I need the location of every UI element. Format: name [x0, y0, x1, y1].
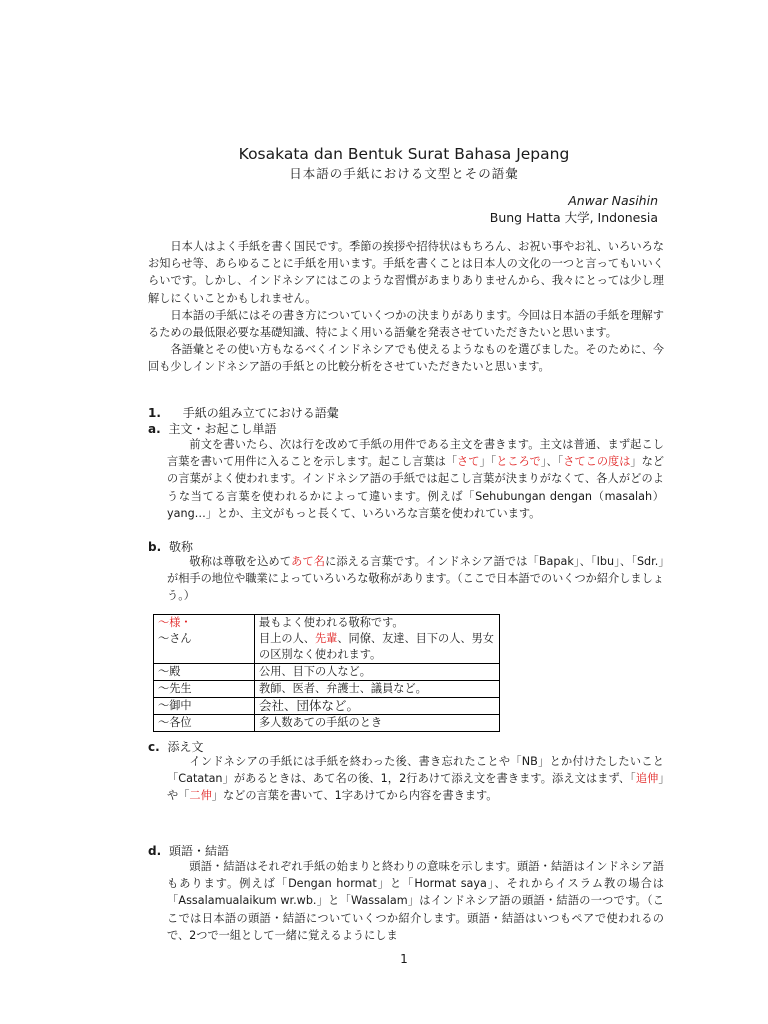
author-name: Anwar Nasihin: [568, 193, 658, 208]
table-row: [154, 715, 500, 732]
table-row: [154, 698, 500, 715]
section-letter: c.: [148, 740, 160, 754]
honorifics-table: [153, 614, 500, 732]
table-row: [154, 681, 500, 698]
intro-section: [148, 238, 664, 376]
highlight-word: さて: [457, 455, 480, 469]
text-run: に添える言葉です。インドネシア語では「Bapak」、「Ibu」、「Sdr.」が相手の地位や職業によっていろいろな敬称があります。（ここで日本語でのいくつか紹介しましょう。）: [167, 555, 664, 603]
section-title: 頭語・結語: [168, 844, 229, 858]
text-run: 」などの言葉がよく使われます。インドネシア語の手紙では起こし言葉が決まりがなくて、各人がどのような当てる言葉を使われるかによって違います。例えば「Sehubungan dengan（masalah）yang…」とか、主文がもっと長くて、いろいろな言葉を使われています。: [167, 455, 664, 520]
text-run: 」などの言葉を書いて、1字あけてから内容を書きます。: [211, 789, 498, 803]
highlight-word: 二伸: [189, 789, 212, 803]
table-row: [154, 615, 500, 664]
table-cell-description: 多人数あての手紙のとき: [255, 715, 500, 732]
section-d-body: [167, 858, 664, 944]
table-cell-term: 〜御中: [154, 698, 255, 715]
intro-paragraph-2: 日本語の手紙にはその書き方についていくつかの決まりがあります。今回は日本語の手紙を理解するための最低限必要な基礎知識、特によく用いる語彙を発表させていただきたいと思います。: [148, 308, 664, 340]
table-cell-description: 教師、医者、弁護士、議員など。: [255, 681, 500, 698]
document-title: Kosakata dan Bentuk Surat Bahasa Jepang: [238, 145, 570, 163]
section-1-heading: [148, 404, 339, 421]
text-run: インドネシアの手紙には手紙を終わった後、書き忘れたことや「NB」とか付けたしたいこと「Catatan」があるときは、あて名の後、1，2行あけて添え文を書きます。添え文はまず、「: [167, 755, 664, 786]
section-b-body: [167, 553, 664, 605]
section-title: 敬称: [168, 540, 193, 554]
page-number: 1: [400, 952, 408, 966]
table-cell-description: 公用、目下の人など。: [255, 664, 500, 681]
section-title: 手紙の組み立てにおける語彙: [182, 406, 339, 420]
text-run: 」や「: [167, 772, 664, 803]
section-c-paragraph: [167, 753, 664, 805]
text-run: 」、「: [540, 455, 564, 469]
section-title: 主文・お起こし単語: [168, 422, 277, 436]
section-letter: a.: [148, 422, 161, 436]
highlight-word: 追伸: [635, 772, 659, 786]
text-run: 」「: [479, 455, 497, 469]
table-row: [154, 664, 500, 681]
section-d-heading: [148, 842, 229, 859]
highlight-word: 先輩: [314, 632, 338, 645]
section-number: 1.: [148, 406, 161, 420]
document-subtitle: 日本語の手紙における文型とその語彙: [289, 166, 519, 181]
text-run: 敬称は尊敬を込めて: [189, 555, 292, 568]
section-a-heading: [148, 420, 277, 437]
text-run: 、同僚、友達、目下の人、男女の区別なく使われます。: [259, 632, 494, 661]
table-cell-description: [255, 615, 500, 664]
term-text: 〜さん: [158, 632, 192, 645]
intro-paragraph-1: 日本人はよく手紙を書く国民です。季節の挨拶や招待状はもちろん、お祝い事やお礼、いろいろなお知らせ等、あらゆることに手紙を用います。手紙を書くことは日本人の文化の一つと言ってもいいくらいです。しかし、インドネシアにはこのような習慣があまりありませんから、我々にとっては少し理解しにくいことかもしれません。: [148, 240, 664, 305]
section-b-paragraph: [167, 553, 664, 605]
section-c-body: [167, 753, 664, 805]
table-cell-term: 〜殿: [154, 664, 255, 681]
highlight-word: あて名: [291, 555, 326, 568]
section-d-paragraph: 頭語・結語はそれぞれ手紙の始まりと終わりの意味を示します。頭語・結語はインドネシア語もあります。例えば「Dengan hormat」と「Hormat saya」、それからイスラム教の場合は「Assalamualaikum wr.wb.」と「Wassalam」はインドネシア語の頭語・結語の一つです。（ここでは日本語の頭語・結語についていくつか紹介します。頭語・結語はいつもペアで使われるので、2つで一組として一緒に覚えるようにしま: [167, 860, 664, 942]
highlight-word: 〜様・: [158, 616, 192, 629]
table-cell-term: 〜各位: [154, 715, 255, 732]
section-a-body: [167, 436, 664, 522]
section-title: 添え文: [167, 740, 204, 754]
section-letter: d.: [148, 844, 162, 858]
highlight-word: さてこの度は: [563, 455, 631, 469]
author-affiliation: Bung Hatta 大学, Indonesia: [489, 210, 658, 225]
table-cell-description: 会社、団体など。: [255, 698, 500, 715]
text-run: 最もよく使われる敬称です。: [259, 616, 404, 629]
text-run: 目上の人、: [259, 632, 315, 645]
table-cell-term: [154, 615, 255, 664]
section-a-paragraph: [167, 436, 664, 522]
highlight-word: ところで: [496, 455, 541, 469]
section-letter: b.: [148, 540, 162, 554]
table-cell-term: 〜先生: [154, 681, 255, 698]
text-run: 前文を書いたら、次は行を改めて手紙の用件である主文を書きます。主文は普通、まず起こし言葉を書いて用件に入ることを示します。起こし言葉は「: [167, 438, 664, 469]
intro-paragraph-3: 各語彙とその使い方もなるべくインドネシアでも使えるようなものを選びました。そのために、今回も少しインドネシア語の手紙との比較分析をさせていただきたいと思います。: [148, 343, 664, 374]
